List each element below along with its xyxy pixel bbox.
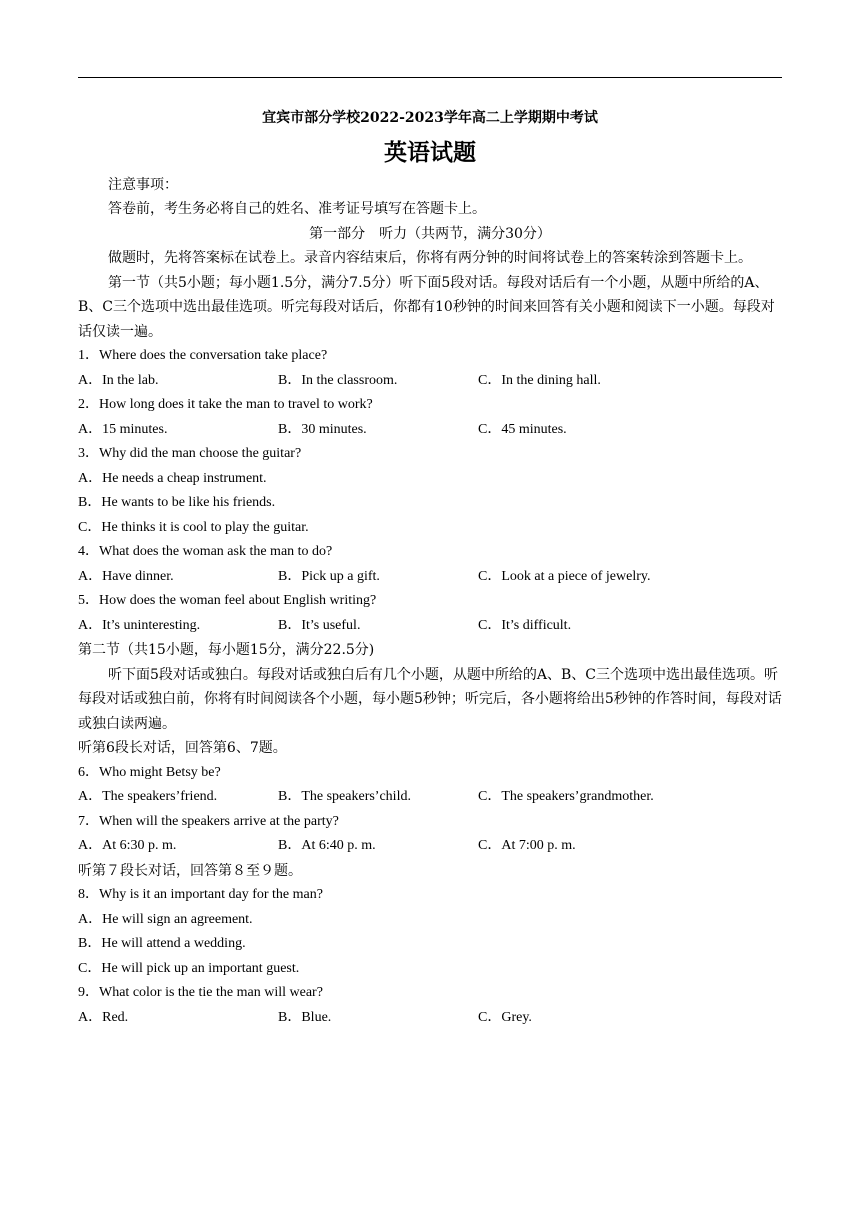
question-9: 9．What color is the tie the man will wear? [78,985,323,1000]
question-7: 7．When will the speakers arrive at the party? [78,813,339,829]
option-b: B．It’s useful. [278,617,361,633]
option-a: A．Red. [78,1009,129,1025]
group-6-instruction: 听第6段长对话，回答第6、7题。 [78,740,287,756]
option-b: B．Blue. [278,1009,332,1025]
option-a: A．He needs a cheap instrument. [78,470,267,486]
section2-intro: 听下面5段对话或独白。每段对话或独白后有几个小题，从题中所给的A、B、C三个选项中选出最佳选项。听每段对话或独白前，你将有时间阅读各个小题，每小题5秒钟；听完后，各小题将给出5秒钟的作答时间，每段对话或独白读两遍。 [78,666,782,732]
option-b: B．He wants to be like his friends. [78,495,276,510]
question-1: 1．Where does the conversation take place? [78,348,328,363]
option-a: A．15 minutes. [78,421,168,437]
option-a: A．Have dinner. [78,568,174,584]
option-a: A．In the lab. [78,372,159,388]
part1-heading: 第一部分 听力（共两节，满分30分） [309,225,551,242]
question-5: 5．How does the woman feel about English writing? [78,593,377,608]
question-6: 6．Who might Betsy be? [78,764,221,780]
option-a: A．At 6:30 p. m. [78,838,177,853]
option-a: A．The speakers’friend. [78,789,218,804]
notes-label: 注意事项： [108,176,178,193]
option-b: B．In the classroom. [278,372,398,388]
section2-heading: 第二节（共15小题，每小题15分，满分22.5分) [78,642,375,658]
notes-text: 答卷前，考生务必将自己的姓名、准考证号填写在答题卡上。 [108,201,486,217]
question-2: 2．How long does it take the man to travel to work? [78,397,373,412]
options-1 [78,369,782,394]
options-9 [78,1006,782,1031]
question-4: 4．What does the woman ask the man to do? [78,544,333,559]
options-2 [78,418,782,443]
option-a: A．He will sign an agreement. [78,911,253,927]
option-c: C．In the dining hall. [478,372,601,388]
option-b: B．At 6:40 p. m. [278,838,376,853]
option-c: C．45 minutes. [478,421,567,437]
option-b: B．The speakers’child. [278,789,411,804]
options-4 [78,565,782,590]
options-7 [78,834,782,859]
options-5 [78,614,782,639]
option-c: C．At 7:00 p. m. [478,838,576,853]
options-6 [78,785,782,810]
question-3: 3．Why did the man choose the guitar? [78,446,302,461]
option-c: C．He will pick up an important guest. [78,960,300,976]
section1-intro: 第一节（共5小题；每小题1.5分，满分7.5分）听下面5段对话。每段对话后有一个小题，从题中所给的A、B、C三个选项中选出最佳选项。听完每段对话后，你都有10秒钟的时间来回答有关小题和阅读下一小题。每段对话仅读一遍。 [78,274,775,340]
option-c: C．Grey. [478,1009,532,1025]
option-c: C．Look at a piece of jewelry. [478,568,651,584]
option-c: C．He thinks it is cool to play the guitar. [78,519,309,535]
school-heading: 宜宾市部分学校2022-2023学年高二上学期期中考试 [262,110,598,126]
option-b: B．Pick up a gift. [278,568,380,584]
option-c: C．It’s difficult. [478,617,572,633]
option-b: B．He will attend a wedding. [78,936,246,951]
option-b: B．30 minutes. [278,421,367,437]
exam-page [78,104,782,1030]
top-rule [78,77,782,78]
option-c: C．The speakers’grandmother. [478,789,654,804]
question-8: 8．Why is it an important day for the man? [78,887,323,902]
group-7-instruction: 听第７段长对话，回答第８至９题。 [78,862,302,879]
option-a: A．It’s uninteresting. [78,617,201,633]
part1-instruction: 做题时，先将答案标在试卷上。录音内容结束后，你将有两分钟的时间将试卷上的答案转涂到答题卡上。 [108,250,752,266]
exam-title: 英语试题 [384,138,476,166]
